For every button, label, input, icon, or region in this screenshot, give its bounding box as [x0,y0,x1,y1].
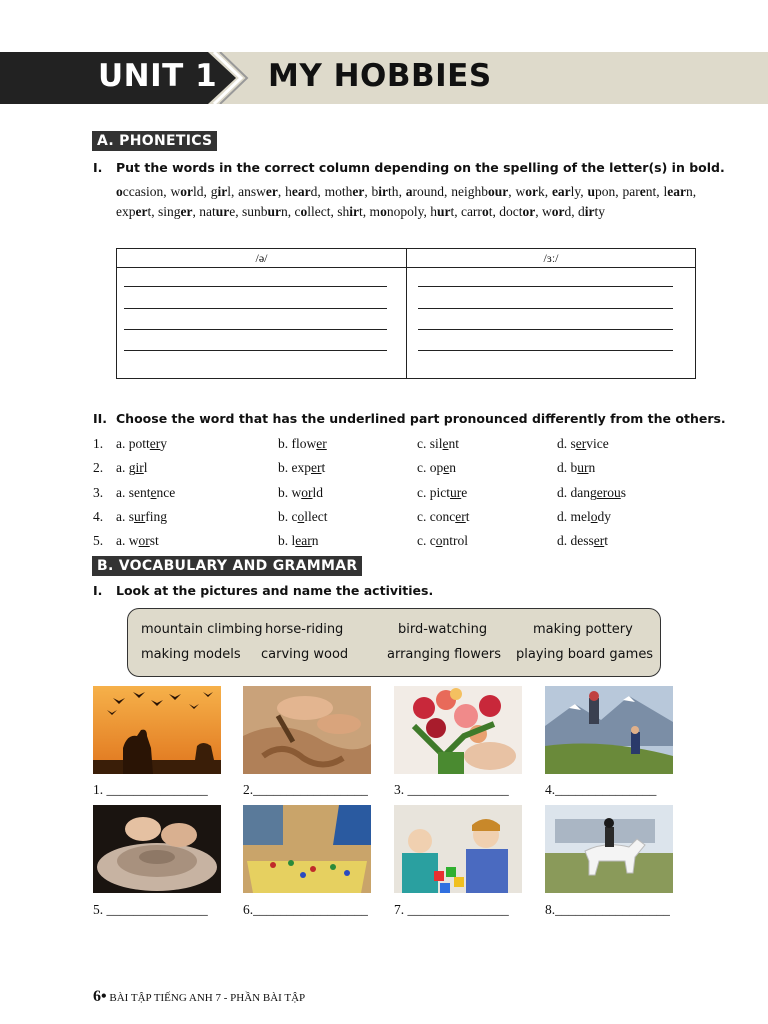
column-header-er: /ɜː/ [543,251,559,265]
caption-7[interactable]: 7. _______________ [394,902,509,917]
word-item: singer [158,204,193,219]
answer-option[interactable]: c. concert [417,508,470,524]
part2-instruction [93,411,726,426]
answer-blank[interactable] [124,308,387,309]
answer-option[interactable]: c. picture [417,484,468,500]
picture-bird-watching [93,686,221,774]
answer-option[interactable]: a. girl [116,460,148,476]
question-number: 1. [93,436,104,451]
answer-option[interactable]: b. learn [278,533,319,549]
word-item: answer [238,184,278,199]
word-box-item: bird-watching [398,622,488,637]
question-number: 2. [93,460,104,476]
column-header-schwa: /ə/ [255,251,268,265]
word-item: monopoly [369,204,424,219]
word-item: girl [210,184,231,199]
word-item: upon [587,184,616,199]
answer-option[interactable]: a. worst [116,533,159,549]
answer-option[interactable]: b. world [278,484,324,500]
answer-option[interactable]: d. dangerous [557,484,627,500]
word-item: word [541,204,572,219]
b-part1-instruction [93,583,433,598]
picture-making-models [394,805,522,893]
footer-bullet: • [101,988,107,1005]
b-part1-number: I. [93,583,103,598]
answer-option[interactable]: d. melody [557,508,611,524]
answer-blank[interactable] [418,308,673,309]
unit-number: UNIT 1 [98,58,218,94]
picture-horse-riding [545,805,673,893]
part1-instruction-text: Put the words in the correct column depending on the spelling of the letter(s) in bold. [116,160,725,175]
word-item: neighbour [451,184,509,199]
word-box-item: making models [141,647,241,662]
question-number: 3. [93,484,104,500]
unit-title: MY HOBBIES [268,58,492,94]
answer-option[interactable]: d. dessert [557,533,609,549]
section-a-heading: A. PHONETICS [92,131,217,151]
caption-3[interactable]: 3. _______________ [394,782,509,797]
question-number: 4. [93,508,104,524]
section-b-heading: B. VOCABULARY AND GRAMMAR [92,556,362,576]
word-item: heard [285,184,318,199]
word-item: early [551,184,581,199]
sound-table [116,248,696,379]
word-list: occasion, world, girl, answer, heard, mother, birth, around, neighbour, work, early, upon, parent, learn, expert, singer, nature, sunburn, collect, shirt, monopoly, hurt, carrot, doctor, word, dirty [116,184,697,219]
word-item: collect [294,204,331,219]
answer-option[interactable]: a. pottery [116,436,167,451]
caption-2[interactable]: 2._________________ [243,782,368,797]
caption-1[interactable]: 1. _______________ [93,782,208,797]
answer-option[interactable]: c. silent [417,436,460,451]
part1-instruction [93,160,725,175]
page-number: 6 [93,988,101,1005]
word-box-item: arranging flowers [387,647,502,662]
b-part1-instruction-text: Look at the pictures and name the activities. [116,583,434,598]
answer-blank[interactable] [418,350,673,351]
word-item: dirty [577,204,605,219]
answer-option[interactable]: a. surfing [116,508,167,524]
word-box-item: carving wood [261,647,349,662]
word-item: mother [324,184,365,199]
answer-option[interactable]: c. open [417,460,456,476]
word-item: nature [199,204,236,219]
answer-blank[interactable] [124,350,387,351]
picture-playing-board-games [243,805,371,893]
part2-instruction-text: Choose the word that has the underlined part pronounced differently from the others. [116,411,726,426]
answer-option[interactable]: a. sentence [116,484,176,500]
word-box-item: making pottery [533,622,633,637]
answer-option[interactable]: b. collect [278,508,328,524]
word-item: work [515,184,545,199]
picture-making-pottery [93,805,221,893]
answer-option[interactable]: d. burn [557,460,596,476]
answer-option[interactable]: b. flower [278,436,327,451]
word-item: birth [371,184,399,199]
picture-arranging-flowers [394,686,522,774]
word-item: around [405,184,445,199]
word-item: learn [663,184,693,199]
word-box-item: playing board games [516,647,654,662]
question-number: 5. [93,533,104,549]
answer-option[interactable]: d. service [557,436,609,451]
word-item: parent [622,184,657,199]
word-item: carrot [460,204,493,219]
answer-blank[interactable] [124,329,387,330]
word-item: world [170,184,204,199]
answer-blank[interactable] [418,286,673,287]
answer-option[interactable]: c. control [417,533,468,549]
caption-5[interactable]: 5. _______________ [93,902,208,917]
picture-mountain-climbing [545,686,673,774]
caption-4[interactable]: 4._______________ [545,782,657,797]
word-item: hurt [430,204,455,219]
answer-option[interactable]: b. expert [278,460,326,476]
page-footer [93,988,305,1006]
word-item: doctor [499,204,536,219]
word-box-item: horse-riding [265,622,344,637]
caption-6[interactable]: 6._________________ [243,902,368,917]
caption-8[interactable]: 8._________________ [545,902,670,917]
word-item: shirt [337,204,363,219]
part1-number: I. [93,160,103,175]
word-box [127,608,661,677]
picture-carving-wood [243,686,371,774]
word-item: occasion [116,184,164,199]
word-item: expert [116,204,152,219]
part2-number: II. [93,411,108,426]
word-box-item: mountain climbing [141,622,263,637]
book-title: BÀI TẬP TIẾNG ANH 7 - PHẦN BÀI TẬP [109,992,306,1004]
answer-blank[interactable] [418,329,673,330]
answer-blank[interactable] [124,286,387,287]
word-item: sunburn [242,204,288,219]
